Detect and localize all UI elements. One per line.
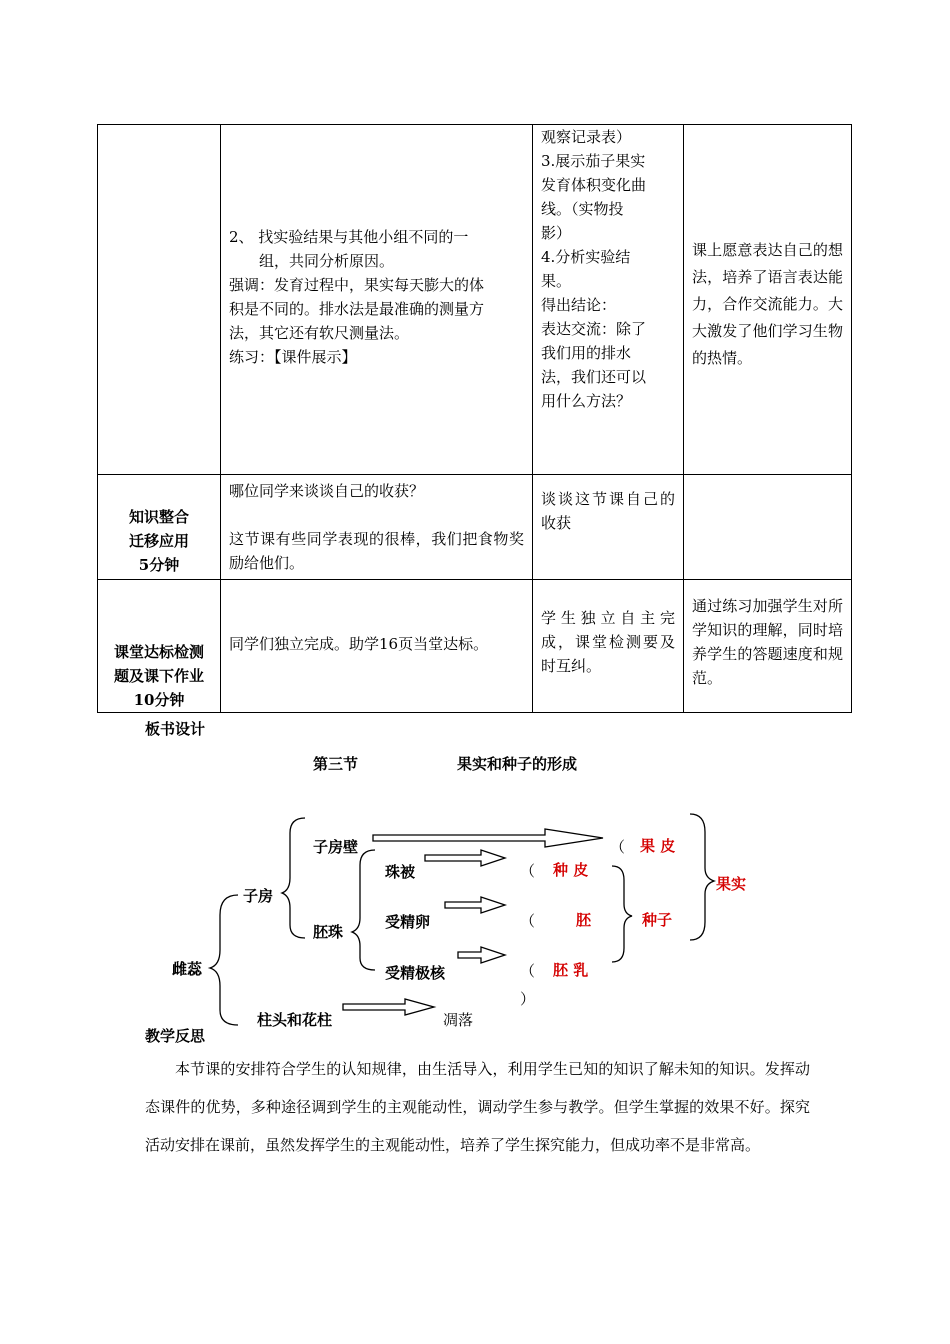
student-line: 我们用的排水 [541, 344, 632, 362]
phase-line: 10分钟 [133, 691, 185, 709]
label-ovary: 子房 [243, 887, 274, 905]
label-fert-polar: 受精极核 [385, 964, 446, 982]
phase-line: 5分钟 [138, 556, 180, 574]
brace-ovary [282, 818, 305, 938]
brace-pistil [210, 895, 238, 1025]
answer-seed-coat: 种 皮 [553, 861, 589, 879]
teacher-line: 组，共同分析原因。 [259, 252, 395, 270]
board-title-topic: 果实和种子的形成 [457, 755, 578, 773]
student-line: 发育体积变化曲 [541, 176, 647, 194]
teacher-line: 哪位同学来谈谈自己的收获？ [229, 482, 425, 500]
board-title-section: 第三节 [313, 755, 359, 773]
paren-open: （ [520, 912, 536, 930]
teacher-line: 积是不同的。排水法是最准确的测量方 [229, 300, 485, 318]
label-stigma-style: 柱头和花柱 [257, 1011, 333, 1029]
teacher-activity-cell: 同学们独立完成。助学16页当堂达标。 [221, 580, 533, 713]
board-design-heading: 板书设计 [145, 720, 206, 738]
student-line: 3.展示茄子果实 [541, 152, 646, 170]
teacher-line: 2、 找实验结果与其他小组不同的一 [229, 228, 469, 246]
student-activity-cell: 学生独立自主完成，课堂检测要及时互纠。 [533, 580, 684, 713]
brace-fruit [690, 814, 714, 940]
teacher-line: 法，其它还有软尺测量法。 [229, 324, 410, 342]
arrow-fert-egg [445, 897, 505, 913]
arrow-integument [425, 850, 505, 866]
label-ovary-wall: 子房壁 [313, 838, 359, 856]
phase-line: 知识整合 [128, 508, 189, 526]
student-line: 影） [541, 224, 572, 242]
student-line: 用什么方法？ [541, 392, 632, 410]
student-activity-cell: 谈谈这节课自己的收获 [533, 475, 684, 580]
design-intent-cell: 通过练习加强学生对所学知识的理解，同时培养学生的答题速度和规范。 [684, 580, 852, 713]
arrow-stigma [343, 999, 434, 1015]
arrow-ovary-wall [373, 829, 603, 847]
arrow-fert-polar [458, 947, 505, 963]
paren-open: （ [520, 962, 536, 980]
teacher-line: 练习：【课件展示】 [229, 348, 357, 366]
phase-line: 题及课下作业 [113, 667, 204, 685]
paren-open: （ [520, 862, 536, 880]
student-line: 观察记录表） [541, 128, 632, 146]
label-withers: 凋落 [443, 1011, 474, 1029]
teacher-line: 这节课有些同学表现的很棒，我们把食物奖励给他们。 [229, 530, 524, 572]
label-ovule: 胚珠 [313, 923, 344, 941]
reflection-paragraph: 本节课的安排符合学生的认知规律，由生活导入，利用学生已知的知识了解未知的知识。发挥动态课件的优势，多种途径调到学生的主观能动性，调动学生参与教学。但学生掌握的效果不好。探究活动安排在课前，虽然发挥学生的主观能动性，培养了学生探究能力，但成功率不是非常高。 [145, 1060, 810, 1154]
brace-ovule [352, 850, 375, 970]
answer-fruit: 果实 [716, 875, 747, 893]
student-line: 4.分析实验结 [541, 248, 631, 266]
phase-line: 迁移应用 [128, 532, 189, 550]
student-line: 法，我们还可以 [541, 368, 647, 386]
reflection-heading: 教学反思 [145, 1027, 206, 1045]
paren-open: （ [610, 838, 626, 856]
answer-pericarp: 果 皮 [640, 837, 676, 855]
answer-embryo: 胚 [576, 911, 592, 929]
label-fert-egg: 受精卵 [385, 913, 431, 931]
student-line: 表达交流：除了 [541, 320, 647, 338]
label-pistil: 雌蕊 [172, 960, 203, 978]
answer-seed: 种子 [642, 911, 673, 929]
label-integument: 珠被 [385, 863, 416, 881]
student-line: 线。（实物投 [541, 200, 624, 218]
student-line: 果。 [541, 272, 572, 290]
answer-endosperm: 胚 乳 [553, 961, 589, 979]
phase-line: 课堂达标检测 [113, 643, 204, 661]
brace-seed [612, 866, 632, 962]
teacher-line: 强调：发育过程中，果实每天膨大的体 [229, 276, 485, 294]
student-line: 得出结论： [541, 296, 617, 314]
design-intent-cell: 课上愿意表达自己的想法，培养了语言表达能力，合作交流能力。大大激发了他们学习生物的热情。 [684, 125, 852, 475]
paren-close: ） [520, 990, 536, 1008]
